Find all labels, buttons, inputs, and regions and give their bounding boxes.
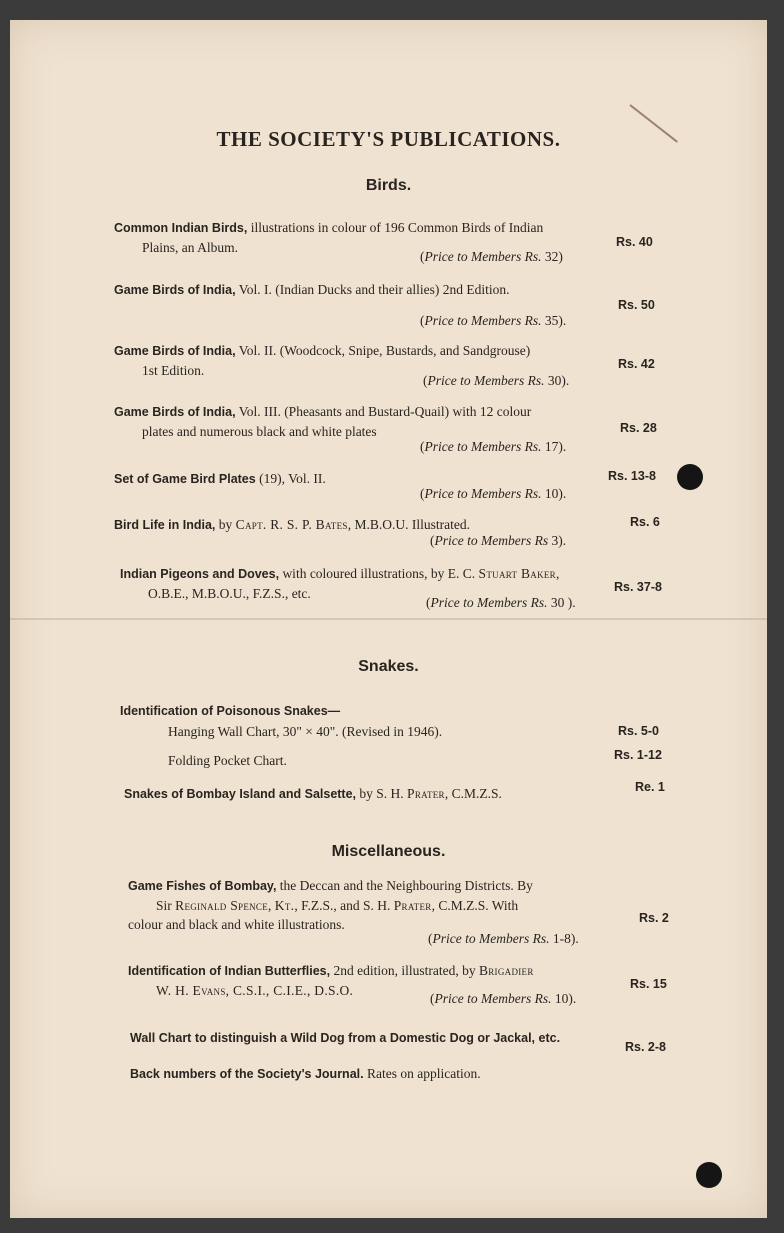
snakes-heading: Identification of Poisonous Snakes—	[120, 704, 341, 718]
price: Rs. 50	[618, 298, 655, 312]
punch-hole	[677, 464, 703, 490]
snakes-item-pocket-chart: Folding Pocket Chart.	[168, 753, 287, 768]
section-heading-birds: Birds.	[365, 177, 412, 194]
member-price: (Price to Members Rs 3).	[430, 533, 567, 548]
price: Rs. 37-8	[614, 580, 662, 594]
publication-entry: Identification of Indian Butterflies, 2nd edition, illustrated, by Brigadier W. H. Evans, C.S.I., C.I.E., D.S.O.	[128, 963, 534, 998]
price: Rs. 15	[630, 977, 667, 991]
publication-entry: Game Birds of India, Vol. II. (Woodcock, Snipe, Bustards, and Sandgrouse) 1st Edition.	[114, 343, 531, 378]
member-price: (Price to Members Rs. 10).	[430, 991, 577, 1006]
paper-sheet	[10, 20, 767, 1218]
publication-entry: Game Birds of India, Vol. I. (Indian Ducks and their allies) 2nd Edition.	[114, 282, 510, 297]
publication-entry: Game Birds of India, Vol. III. (Pheasants and Bustard-Quail) with 12 colour plates and numerous black and white plates	[114, 404, 532, 439]
publication-entry: Common Indian Birds, illustrations in colour of 196 Common Birds of Indian Plains, an Album.	[114, 220, 544, 255]
price: Rs. 5-0	[618, 724, 659, 738]
fold-crease	[10, 618, 767, 620]
member-price: (Price to Members Rs. 10).	[420, 486, 567, 501]
publication-entry: Indian Pigeons and Doves, with coloured illustrations, by E. C. Stuart Baker, O.B.E., M.B.O.U., F.Z.S., etc.	[120, 566, 560, 601]
publication-entry: Game Fishes of Bombay, the Deccan and the Neighbouring Districts. By Sir Reginald Spence, Kt., F.Z.S., and S. H. Prater, C.M.Z.S. With colour and black and white illustrations.	[128, 878, 533, 932]
publication-entry: Wall Chart to distinguish a Wild Dog from a Domestic Dog or Jackal, etc.	[130, 1031, 561, 1045]
price: Rs. 28	[620, 421, 657, 435]
publication-entry: Set of Game Bird Plates (19), Vol. II.	[114, 471, 326, 486]
price: Rs. 6	[630, 515, 660, 529]
member-price: (Price to Members Rs. 1-8).	[428, 931, 579, 946]
section-heading-misc: Miscellaneous.	[331, 843, 446, 860]
price: Rs. 2-8	[625, 1040, 666, 1054]
member-price: (Price to Members Rs. 35).	[420, 313, 567, 328]
member-price: (Price to Members Rs. 30).	[423, 373, 570, 388]
price: Rs. 13-8	[608, 469, 656, 483]
punch-hole	[696, 1162, 722, 1188]
member-price: (Price to Members Rs. 30 ).	[426, 595, 576, 610]
price: Rs. 1-12	[614, 748, 662, 762]
publication-entry: Snakes of Bombay Island and Salsette, by S. H. Prater, C.M.Z.S.	[124, 786, 502, 801]
section-heading-snakes: Snakes.	[358, 658, 419, 675]
price: Rs. 40	[616, 235, 653, 249]
publication-entry: Bird Life in India, by Capt. R. S. P. Bates, M.B.O.U. Illustrated.	[114, 517, 470, 532]
price: Rs. 2	[639, 911, 669, 925]
member-price: (Price to Members Rs. 17).	[420, 439, 567, 454]
page-title: THE SOCIETY'S PUBLICATIONS.	[216, 127, 561, 151]
price: Rs. 42	[618, 357, 655, 371]
price: Re. 1	[635, 780, 665, 794]
publication-entry: Back numbers of the Society's Journal. Rates on application.	[130, 1066, 481, 1081]
member-price: (Price to Members Rs. 32)	[420, 249, 563, 264]
snakes-item-wall-chart: Hanging Wall Chart, 30" × 40". (Revised in 1946).	[168, 724, 443, 739]
